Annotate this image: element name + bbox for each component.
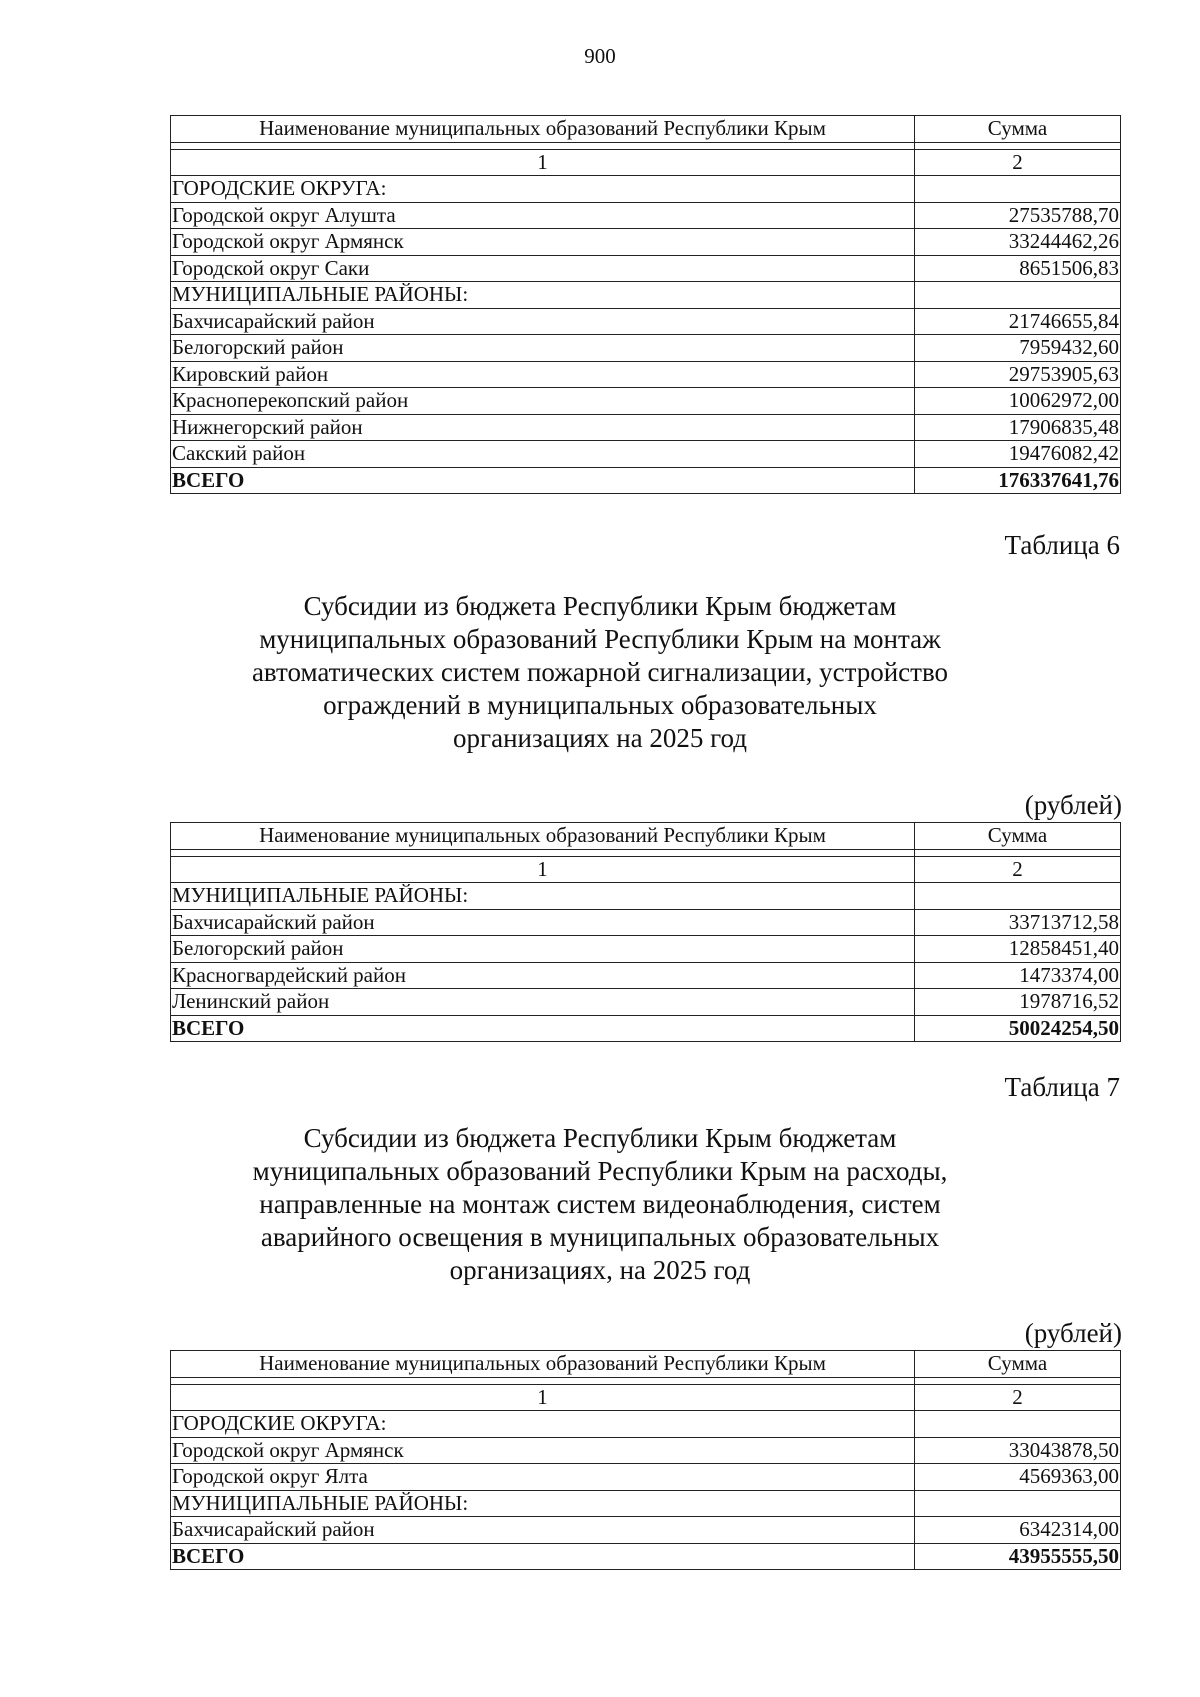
column-number-1: 1 — [171, 1384, 915, 1411]
row-name-cell: Сакский район — [171, 441, 915, 468]
column-number-2: 2 — [915, 149, 1121, 176]
table-row — [171, 282, 1121, 309]
total-row — [171, 467, 1121, 494]
table-7-title-line: направленные на монтаж систем видеонаблюдения, систем — [259, 1189, 941, 1219]
column-header-name: Наименование муниципальных образований Республики Крым — [171, 823, 915, 850]
row-sum-cell: 1978716,52 — [915, 989, 1121, 1016]
header-row — [171, 149, 1121, 176]
table-row — [171, 176, 1121, 203]
row-sum-cell: 6342314,00 — [915, 1517, 1121, 1544]
column-header-sum: Сумма — [915, 1351, 1121, 1378]
budget-table-6 — [170, 822, 1121, 1042]
header-gap — [171, 142, 1121, 149]
table-row — [171, 989, 1121, 1016]
table-7-title-line: Субсидии из бюджета Республики Крым бюджетам — [303, 1123, 897, 1153]
column-number-1: 1 — [171, 149, 915, 176]
row-name-cell: Белогорский район — [171, 335, 915, 362]
row-sum-cell: 33244462,26 — [915, 229, 1121, 256]
row-sum-cell — [915, 883, 1121, 910]
total-label-cell: ВСЕГО — [171, 1543, 915, 1570]
row-name-cell: Городской округ Алушта — [171, 202, 915, 229]
row-name-cell: Городской округ Саки — [171, 255, 915, 282]
column-number-2: 2 — [915, 1384, 1121, 1411]
total-sum-cell: 176337641,76 — [915, 467, 1121, 494]
row-sum-cell: 12858451,40 — [915, 936, 1121, 963]
table-6-title-line: автоматических систем пожарной сигнализации, устройство — [251, 657, 949, 687]
row-sum-cell: 21746655,84 — [915, 308, 1121, 335]
column-header-name: Наименование муниципальных образований Республики Крым — [171, 116, 915, 143]
table-7-title — [0, 1122, 1200, 1287]
row-sum-cell — [915, 1411, 1121, 1438]
table-row — [171, 1490, 1121, 1517]
table-row — [171, 1517, 1121, 1544]
table-row — [171, 202, 1121, 229]
page-number: 900 — [584, 44, 616, 68]
row-sum-cell — [915, 1490, 1121, 1517]
row-sum-cell: 27535788,70 — [915, 202, 1121, 229]
row-name-cell: Городской округ Ялта — [171, 1464, 915, 1491]
table-row — [171, 388, 1121, 415]
gap-cell — [915, 142, 1121, 149]
gap-cell — [915, 849, 1121, 856]
column-header-sum: Сумма — [915, 116, 1121, 143]
gap-cell — [915, 1377, 1121, 1384]
header-gap — [171, 849, 1121, 856]
table-row — [171, 255, 1121, 282]
row-sum-cell: 8651506,83 — [915, 255, 1121, 282]
table-row — [171, 962, 1121, 989]
table-6-title-line: организациях на 2025 год — [453, 723, 747, 753]
table-row — [171, 1411, 1121, 1438]
row-sum-cell: 17906835,48 — [915, 414, 1121, 441]
row-name-cell: Бахчисарайский район — [171, 909, 915, 936]
row-name-cell: Городской округ Армянск — [171, 1437, 915, 1464]
row-name-cell: Белогорский район — [171, 936, 915, 963]
row-name-cell: МУНИЦИПАЛЬНЫЕ РАЙОНЫ: — [171, 1490, 915, 1517]
gap-cell — [171, 849, 915, 856]
row-sum-cell: 29753905,63 — [915, 361, 1121, 388]
table-6-title-line: муниципальных образований Республики Крым на монтаж — [259, 624, 941, 654]
table-7-title-line: аварийного освещения в муниципальных образовательных — [260, 1222, 940, 1252]
table-7-unit: (рублей) — [1024, 1318, 1122, 1348]
header-row — [171, 823, 1121, 850]
table-row — [171, 909, 1121, 936]
row-name-cell: МУНИЦИПАЛЬНЫЕ РАЙОНЫ: — [171, 282, 915, 309]
table-row — [171, 229, 1121, 256]
table-row — [171, 335, 1121, 362]
budget-table-7 — [170, 1350, 1121, 1570]
column-header-sum: Сумма — [915, 823, 1121, 850]
row-sum-cell: 1473374,00 — [915, 962, 1121, 989]
budget-table-continued — [170, 115, 1121, 494]
header-row — [171, 856, 1121, 883]
total-sum-cell: 43955555,50 — [915, 1543, 1121, 1570]
table-row — [171, 361, 1121, 388]
total-row — [171, 1015, 1121, 1042]
header-row — [171, 1351, 1121, 1378]
row-name-cell: Нижнегорский район — [171, 414, 915, 441]
row-sum-cell: 4569363,00 — [915, 1464, 1121, 1491]
row-sum-cell — [915, 176, 1121, 203]
table-row — [171, 1437, 1121, 1464]
header-gap — [171, 1377, 1121, 1384]
row-sum-cell: 10062972,00 — [915, 388, 1121, 415]
header-row — [171, 116, 1121, 143]
table-7-label: Таблица 7 — [1004, 1072, 1120, 1102]
row-sum-cell: 33043878,50 — [915, 1437, 1121, 1464]
row-name-cell: Красноперекопский район — [171, 388, 915, 415]
row-name-cell: ГОРОДСКИЕ ОКРУГА: — [171, 1411, 915, 1438]
table-row — [171, 308, 1121, 335]
column-number-1: 1 — [171, 856, 915, 883]
table-7-title-line: организациях, на 2025 год — [449, 1255, 751, 1285]
table-row — [171, 883, 1121, 910]
table-6-title-line: ограждений в муниципальных образовательных — [323, 690, 877, 720]
row-name-cell: Кировский район — [171, 361, 915, 388]
total-label-cell: ВСЕГО — [171, 467, 915, 494]
total-sum-cell: 50024254,50 — [915, 1015, 1121, 1042]
table-6-title-line: Субсидии из бюджета Республики Крым бюджетам — [303, 591, 897, 621]
row-name-cell: МУНИЦИПАЛЬНЫЕ РАЙОНЫ: — [171, 883, 915, 910]
row-name-cell: Красногвардейский район — [171, 962, 915, 989]
row-sum-cell: 7959432,60 — [915, 335, 1121, 362]
total-label-cell: ВСЕГО — [171, 1015, 915, 1042]
row-sum-cell: 33713712,58 — [915, 909, 1121, 936]
table-row — [171, 414, 1121, 441]
column-header-name: Наименование муниципальных образований Республики Крым — [171, 1351, 915, 1378]
row-name-cell: Бахчисарайский район — [171, 308, 915, 335]
table-row — [171, 936, 1121, 963]
gap-cell — [171, 142, 915, 149]
total-row — [171, 1543, 1121, 1570]
table-row — [171, 1464, 1121, 1491]
row-sum-cell — [915, 282, 1121, 309]
table-6-unit: (рублей) — [1024, 790, 1122, 820]
table-row — [171, 441, 1121, 468]
table-6-title — [0, 590, 1200, 755]
header-row — [171, 1384, 1121, 1411]
row-sum-cell: 19476082,42 — [915, 441, 1121, 468]
table-6-label: Таблица 6 — [1004, 530, 1120, 560]
gap-cell — [171, 1377, 915, 1384]
row-name-cell: Бахчисарайский район — [171, 1517, 915, 1544]
table-7-title-line: муниципальных образований Республики Крым на расходы, — [252, 1156, 948, 1186]
row-name-cell: Городской округ Армянск — [171, 229, 915, 256]
row-name-cell: Ленинский район — [171, 989, 915, 1016]
column-number-2: 2 — [915, 856, 1121, 883]
row-name-cell: ГОРОДСКИЕ ОКРУГА: — [171, 176, 915, 203]
